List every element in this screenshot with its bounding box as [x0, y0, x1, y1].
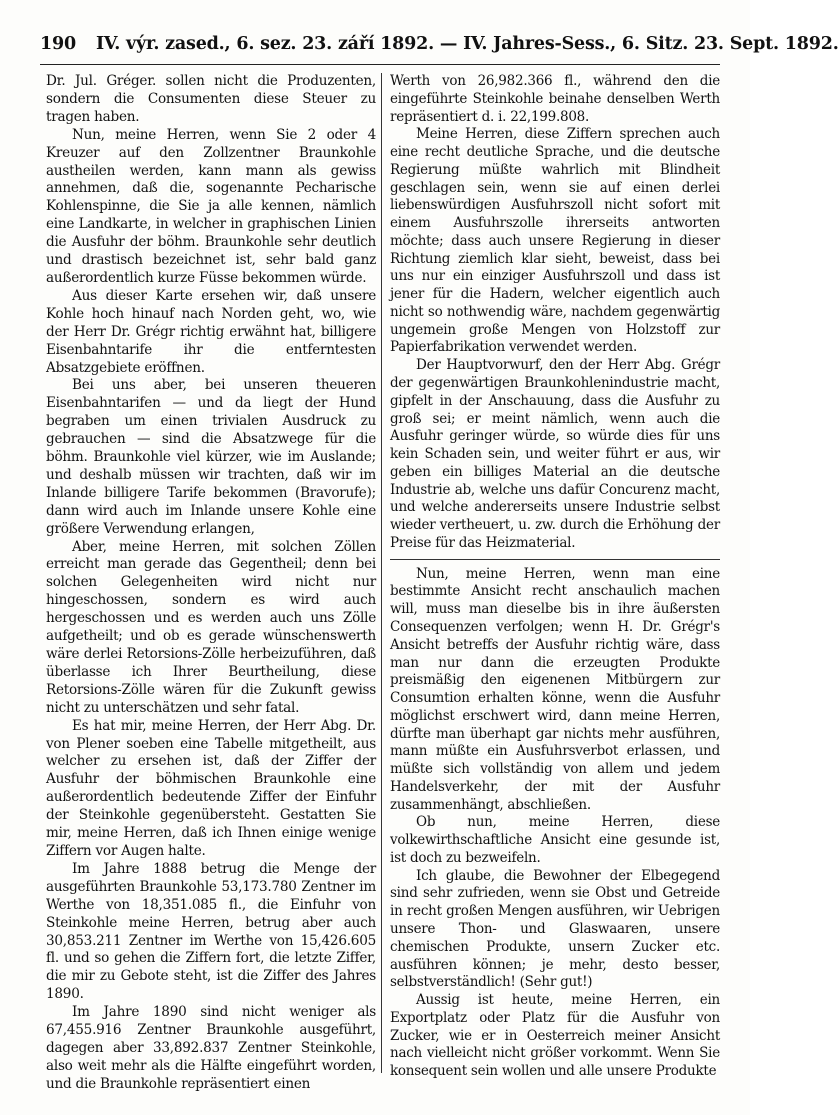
page-number: 190	[40, 34, 76, 54]
paragraph: Aus dieser Karte ersehen wir, daß unsere Kohle hoch hinauf nach Norden geht, wo, wie der Herr Dr. Grégr richtig erwähnt hat, billigere Eisenbahntarife ihr die entferntesten Absatzgebiete eröffnen.	[46, 287, 376, 376]
paragraph: Der Hauptvorwurf, den der Herr Abg. Grégr der gegenwärtigen Braunkohlenindustrie macht, gipfelt in der Anschauung, dass die Ausfuhr zu groß sei; er meint nämlich, wenn auch die Ausfuhr geringer würde, so würde dies für uns kein Schaden sein, und weiter führt er aus, wir geben ein billiges Material an die deutsche Industrie ab, welche uns dafür Concurenz macht, und welche andererseits unsere Industrie selbst wieder vertheuert, u. zw. durch die Erhöhung der Preise für das Heizmaterial.	[390, 357, 720, 551]
paragraph: Im Jahre 1890 sind nicht weniger als 67,455.916 Zentner Braunkohle ausgeführt, dagegen aber 33,892.837 Zentner Steinkohle, also weit mehr als die Hälfte eingeführt worden, und die Braunkohle repräsentiert einen	[46, 1004, 376, 1092]
paragraph: Aber, meine Herren, mit solchen Zöllen erreicht man gerade das Gegentheil; denn bei solchen Gelegenheiten wird nicht nur hingeschossen, sondern es wird auch hergeschossen und es werden auch uns Zölle aufgetheilt; und ob es gerade wünschenswerth wäre derlei Retorsions-Zölle herbeizuführen, daß überlasse ich Ihrer Beurtheilung, diese Retorsions-Zölle wären für die Zukunft gewiss nicht zu unterschätzen und sehr fatal.	[46, 538, 376, 716]
paragraph: Aussig ist heute, meine Herren, ein Exportplatz oder Platz für die Ausfuhr von Zucker, wie er in Oesterreich meiner Ansicht nach vielleicht nicht größer vorkommt. Wenn Sie konsequent sein wollen und alle unsere Produkte	[390, 992, 720, 1080]
paragraph: Es hat mir, meine Herren, der Herr Abg. Dr. von Plener soeben eine Tabelle mitgetheilt, aus welcher zu ersehen ist, daß der Ziffer der Ausfuhr der böhmischen Braunkohle eine außerordentlich bedeutende Ziffer der Einfuhr der Steinkohle gegenübersteht. Gestatten Sie mir, meine Herren, daß ich Ihnen einige wenige Ziffern vor Augen halte.	[46, 717, 376, 859]
paragraph: Nun, meine Herren, wenn Sie 2 oder 4 Kreuzer auf den Zollzentner Braunkohle austheilen werden, kann mann als gewiss annehmen, daß die, sogenannte Pecharische Kohlenspinne, die Sie ja alle kennen, nämlich eine Landkarte, in welcher in graphischen Linien die Ausfuhr der böhm. Braunkohle sehr deutlich und drastisch bezeichnet ist, sehr bald ganz außerordentlich kurze Füsse bekommen würde.	[46, 126, 376, 286]
left-column	[46, 73, 376, 1094]
paragraph: Dr. Jul. Gréger. sollen nicht die Produzenten, sondern die Consumenten diese Steuer zu tragen haben.	[46, 73, 376, 125]
paragraph: Meine Herren, diese Ziffern sprechen auch eine recht deutliche Sprache, und die deutsche Regierung müßte wahrlich mit Blindheit geschlagen sein, wenn sie auf einen derlei liebenswürdigen Ausfuhrszoll nicht sofort mit einem Ausfuhrszolle ihrerseits antworten möchte; dass auch unsere Regierung in dieser Richtung ziemlich klar sieht, beweist, dass bei uns nur ein einziger Ausfuhrszoll und dass ist jener für die Hadern, welcher eigentlich auch nicht so nothwendig wäre, nachdem gegenwärtig ungemein große Mengen von Holzstoff zur Papierfabrikation verwendet werden.	[390, 126, 720, 356]
paragraph: Nun, meine Herren, wenn man eine bestimmte Ansicht recht anschaulich machen will, muss man dieselbe bis in ihre äußersten Consequenzen verfolgen; wenn H. Dr. Grégr's Ansicht betreffs der Ausfuhr richtig wäre, dass man nur dann die erzeugten Produkte preismäßig den eigenenen Mitbürgern zur Consumtion erhalten könne, wenn die Ausfuhr möglichst erschwert wird, dann meine Herren, dürfte man überhapt gar nichts mehr ausführen, mann müßte ein Ausfuhrsverbot erlassen, und müßte sich vollständig von allem und jedem Handelsverkehr, der mit der Ausfuhr zusammenhängt, abschließen.	[390, 565, 720, 813]
paragraph: Werth von 26,982.366 fl., während den die eingeführte Steinkohle beinahe denselben Werth repräsentiert d. i. 22,199.808.	[390, 73, 720, 125]
column-divider	[381, 73, 382, 1073]
section-divider	[390, 559, 720, 560]
paragraph: Im Jahre 1888 betrug die Menge der ausgeführten Braunkohle 53,173.780 Zentner im Werthe von 18,351.085 fl., die Einfuhr von Steinkohle meine Herren, betrug aber auch 30,853.211 Zentner im Werthe von 15,426.605 fl. und so gehen die Ziffern fort, die letzte Ziffer, die mir zu Gebote steht, ist die Ziffer des Jahres 1890.	[46, 860, 376, 1003]
paragraph: Bei uns aber, bei unseren theueren Eisenbahntarifen — und da liegt der Hund begraben um einen trivialen Ausdruck zu gebrauchen — sind die Absatzwege für die böhm. Braunkohle viel kürzer, wie im Auslande; und deshalb müssen wir trachten, daß wir im Inlande billigere Tarife bekommen (Bravorufe); dann wird auch im Inlande unsere Kohle eine größere Verwendung erlangen,	[46, 377, 376, 537]
right-column	[390, 73, 720, 1081]
running-title: IV. výr. zased., 6. sez. 23. září 1892. — IV. Jahres-Sess., 6. Sitz. 23. Sept. 1892.	[95, 34, 839, 54]
header-rule	[40, 64, 720, 65]
running-head	[40, 34, 839, 60]
paragraph: Ob nun, meine Herren, diese volkewirthschaftliche Ansicht eine gesunde ist, ist doch zu bezweifeln.	[390, 814, 720, 866]
paragraph: Ich glaube, die Bewohner der Elbegegend sind sehr zufrieden, wenn sie Obst und Getreide in recht großen Mengen ausführen, wir Uebrigen unsere Thon- und Glaswaaren, unsere chemischen Produkte, unsern Zucker etc. ausführen können; je mehr, desto besser, selbstverständlich! (Sehr gut!)	[390, 867, 720, 991]
